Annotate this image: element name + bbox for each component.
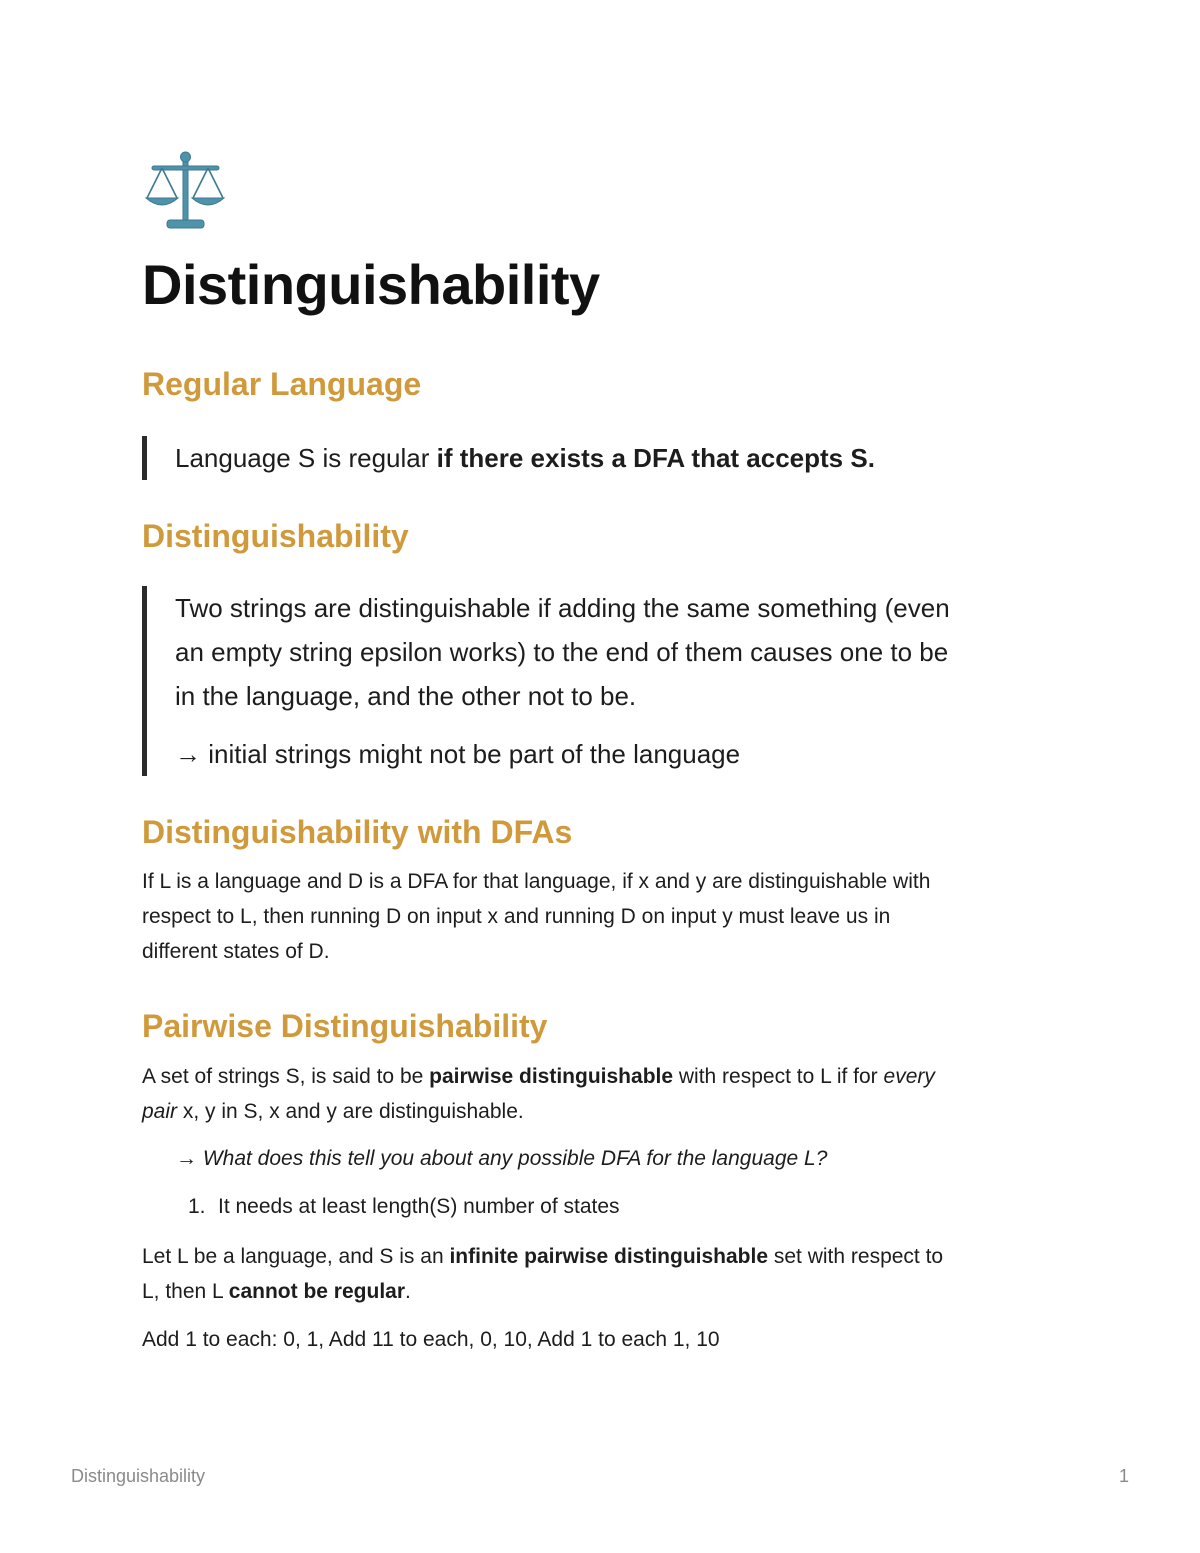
pairwise-text-c: x, y in S, x and y are distinguishable.: [177, 1100, 524, 1123]
paragraph-add-examples: Add 1 to each: 0, 1, Add 11 to each, 0, 10, Add 1 to each 1, 10: [142, 1328, 720, 1351]
paragraph-pairwise-definition: [142, 1059, 1062, 1129]
pairwise-italic-every: every: [883, 1065, 935, 1088]
heading-distinguishability-dfas: Distinguishability with DFAs: [142, 814, 573, 850]
page-title: Distinguishability: [142, 253, 600, 316]
list-item-text: It needs at least length(S) number of states: [218, 1195, 620, 1218]
quote-line-1: Two strings are distinguishable if adding the same something (even: [175, 593, 950, 623]
balance-scale-icon: [142, 150, 228, 234]
arrow-icon: →: [176, 1147, 197, 1170]
pairwise-text-b: with respect to L if for: [673, 1065, 884, 1088]
list-number: 1.: [188, 1195, 206, 1218]
footer-page-number: 1: [1118, 1466, 1129, 1486]
dfa-line-3: different states of D.: [142, 940, 330, 963]
infinite-bold: infinite pairwise distinguishable: [449, 1245, 769, 1268]
heading-regular-language: Regular Language: [142, 366, 422, 402]
infinite-text-b: set with respect to: [768, 1245, 944, 1268]
pairwise-question: [176, 1141, 1056, 1176]
footer-title: Distinguishability: [71, 1466, 206, 1486]
arrow-icon: →: [175, 739, 201, 769]
pairwise-italic-pair: pair: [142, 1100, 178, 1123]
quote-regular-language: [142, 436, 875, 480]
paragraph-dfa: [142, 864, 1062, 969]
pairwise-bold: pairwise distinguishable: [429, 1065, 674, 1088]
heading-distinguishability: Distinguishability: [142, 518, 409, 554]
paragraph-infinite-pairwise: [142, 1239, 1062, 1309]
dfa-line-2: respect to L, then running D on input x and running D on input y must leave us in: [142, 905, 891, 928]
quote-regular-bold: if there exists a DFA that accepts S.: [436, 443, 875, 473]
dfa-line-1: If L is a language and D is a DFA for that language, if x and y are distinguishable with: [142, 870, 931, 893]
infinite-bold-2: cannot be regular: [228, 1280, 405, 1303]
quote-line-3: in the language, and the other not to be.: [175, 681, 637, 711]
quote-line-2: an empty string epsilon works) to the end of them causes one to be: [175, 637, 949, 667]
pairwise-text-a: A set of strings S, is said to be: [142, 1065, 430, 1088]
quote-regular-text: Language S is regular: [175, 443, 437, 473]
infinite-text-c: L, then L: [142, 1280, 229, 1303]
list-item: [188, 1189, 1048, 1224]
infinite-text-a: Let L be a language, and S is an: [142, 1245, 450, 1268]
heading-pairwise-distinguishability: Pairwise Distinguishability: [142, 1008, 548, 1044]
infinite-text-d: .: [405, 1280, 411, 1303]
quote-distinguishability: [142, 586, 1075, 776]
quote-note: initial strings might not be part of the language: [201, 739, 741, 769]
pairwise-question-text: What does this tell you about any possible DFA for the language L?: [197, 1147, 828, 1170]
